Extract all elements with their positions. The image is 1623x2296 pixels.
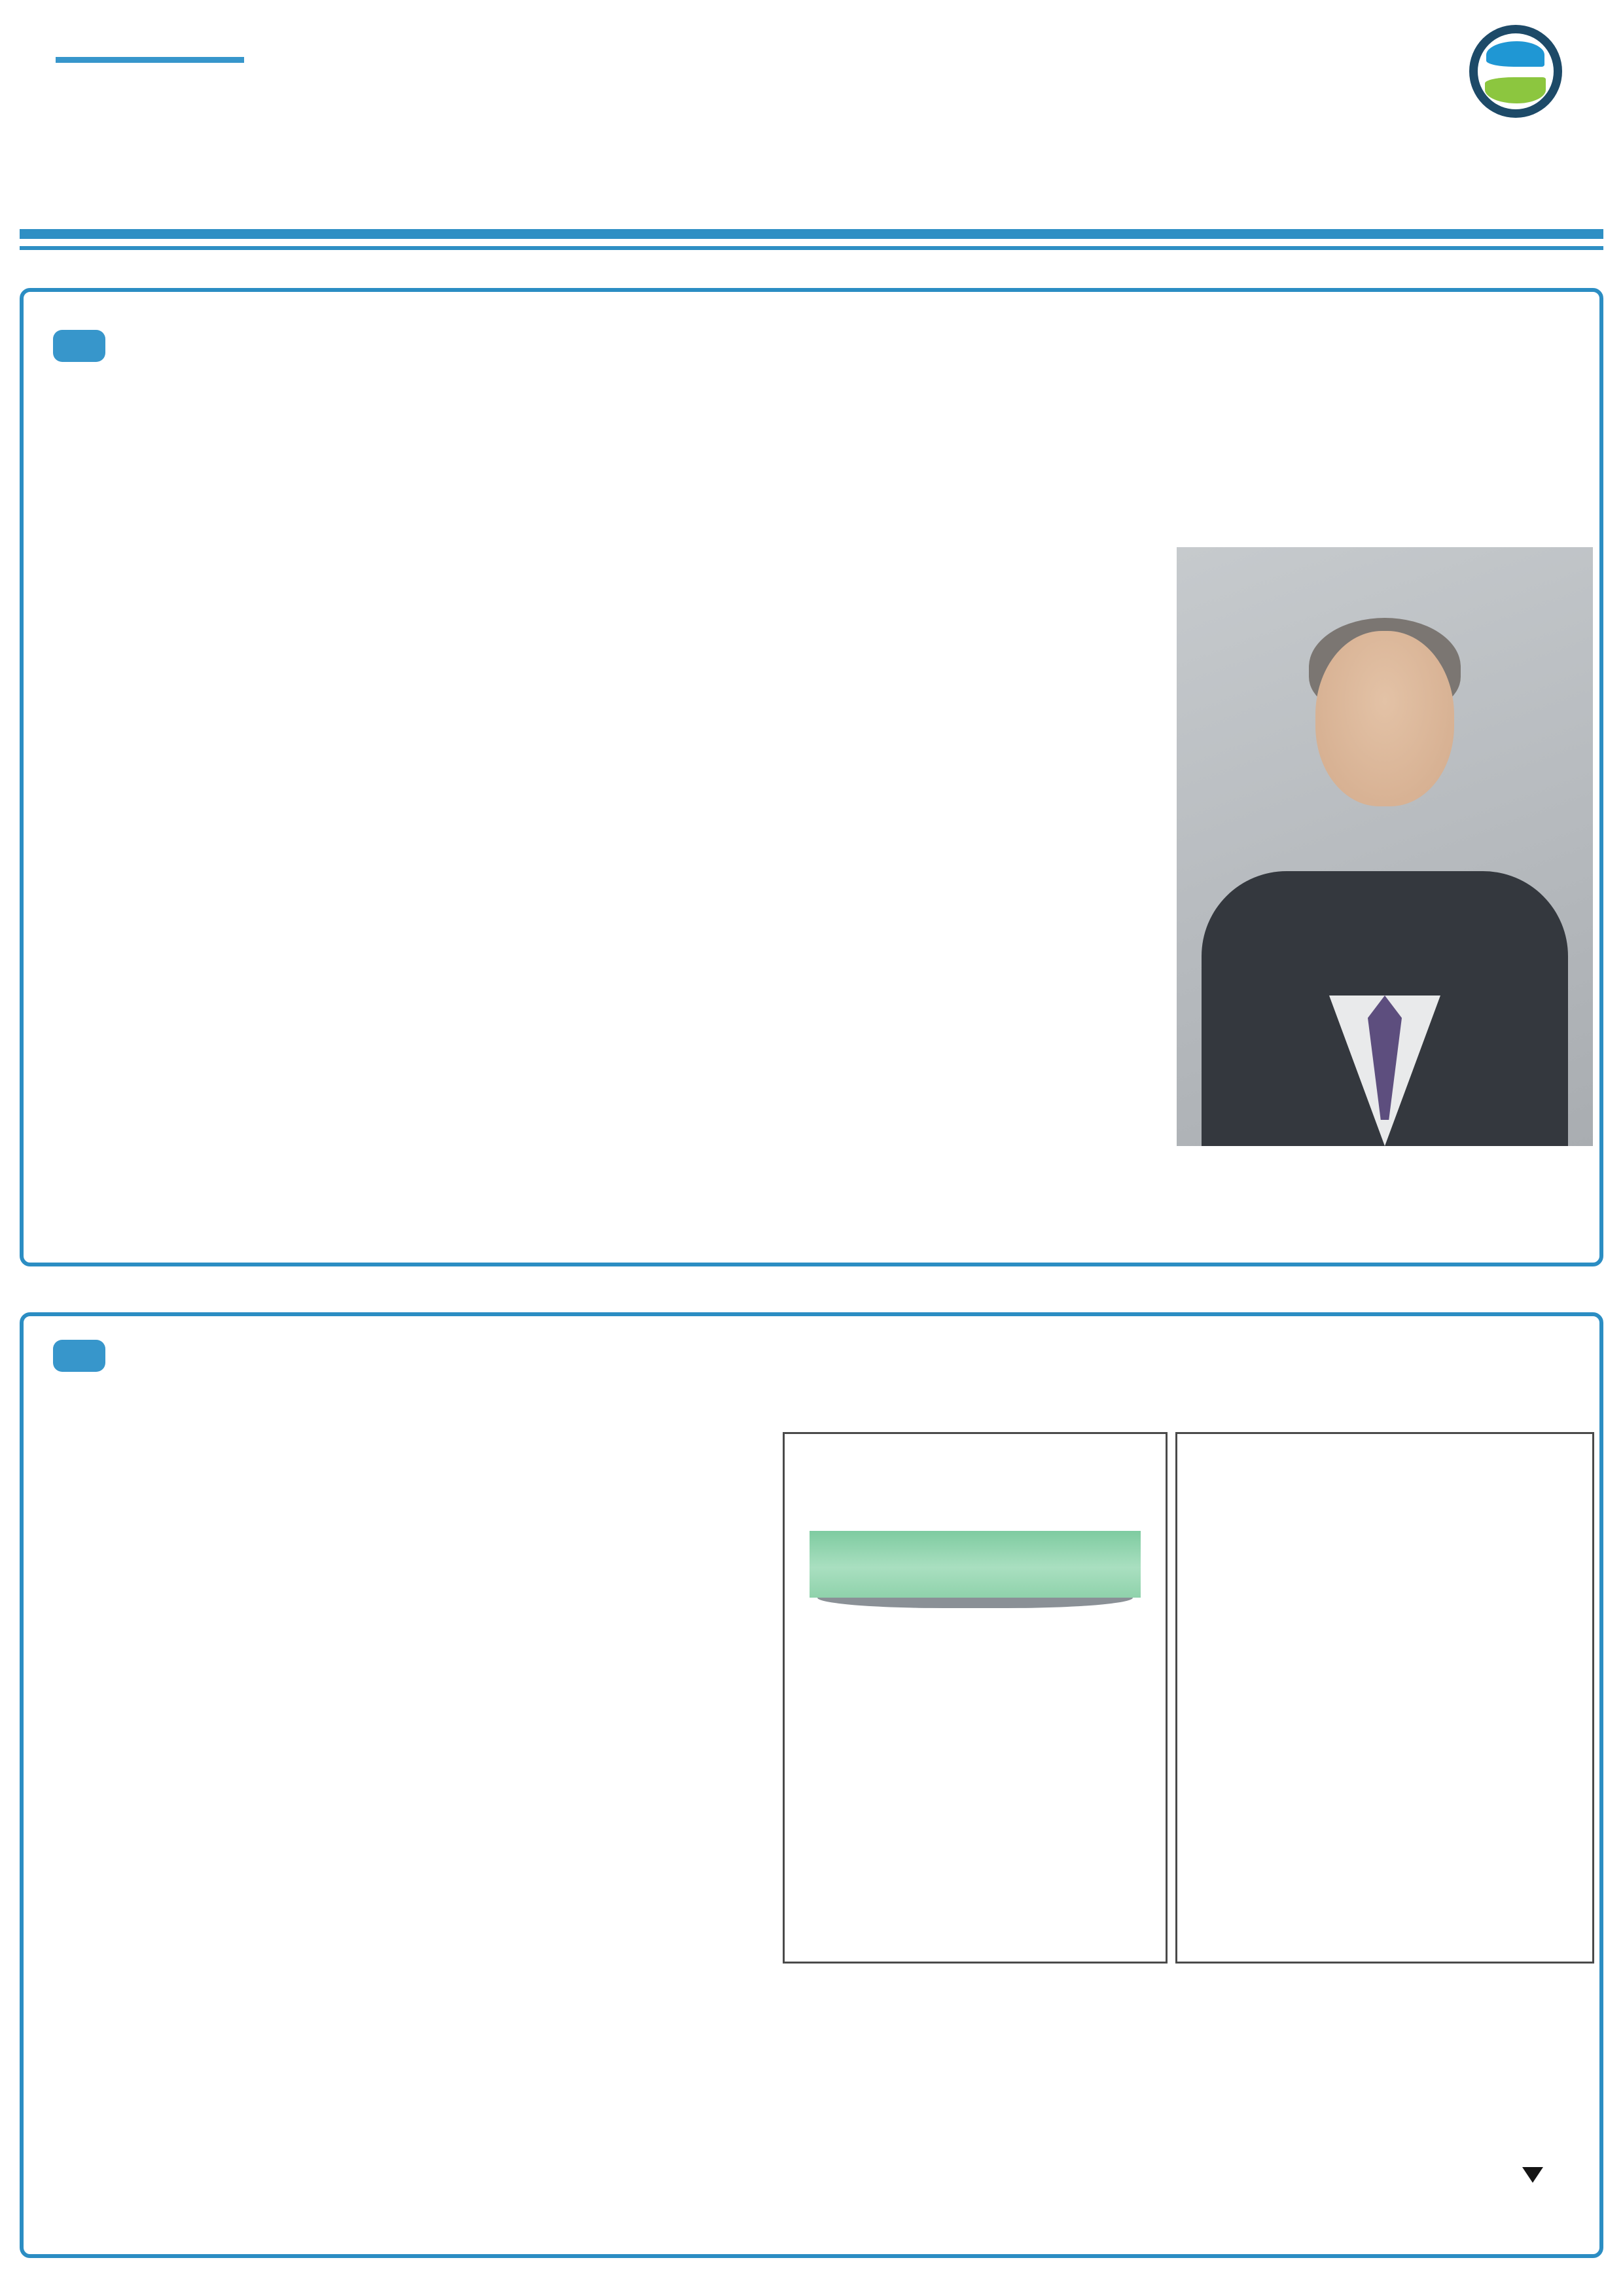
kmsa-logo-inner (1478, 33, 1554, 109)
new-year-address-section (20, 288, 1603, 1266)
chairman-photo (1177, 547, 1593, 1146)
page-number-divider (56, 57, 244, 63)
logo-blue-leaf-icon (1486, 41, 1544, 67)
visa-progress-badge (53, 1340, 105, 1372)
logo-green-leaf-icon (1485, 77, 1546, 103)
manual-column (783, 1418, 1594, 1964)
association-name-block (1412, 132, 1618, 135)
header-divider-thin (20, 246, 1603, 250)
visa-progress-section (20, 1312, 1603, 2258)
manual-cover-banner-shadow (817, 1598, 1133, 1608)
manual-cover-image (783, 1432, 1168, 1964)
manual-excerpt-document (1175, 1432, 1594, 1964)
manual-cover-banner (810, 1531, 1141, 1598)
association-logo (1412, 25, 1618, 135)
page-number-block (56, 36, 272, 73)
header-divider-thick (20, 229, 1603, 239)
arrow-down-icon (1522, 2167, 1543, 2183)
masthead (281, 17, 1302, 24)
kmsa-logo-icon (1469, 25, 1562, 118)
visa-status-column (53, 1426, 779, 1455)
pilot-program-flow (783, 2011, 1599, 2061)
new-year-badge (53, 330, 105, 362)
photo-head-shape (1315, 631, 1454, 806)
